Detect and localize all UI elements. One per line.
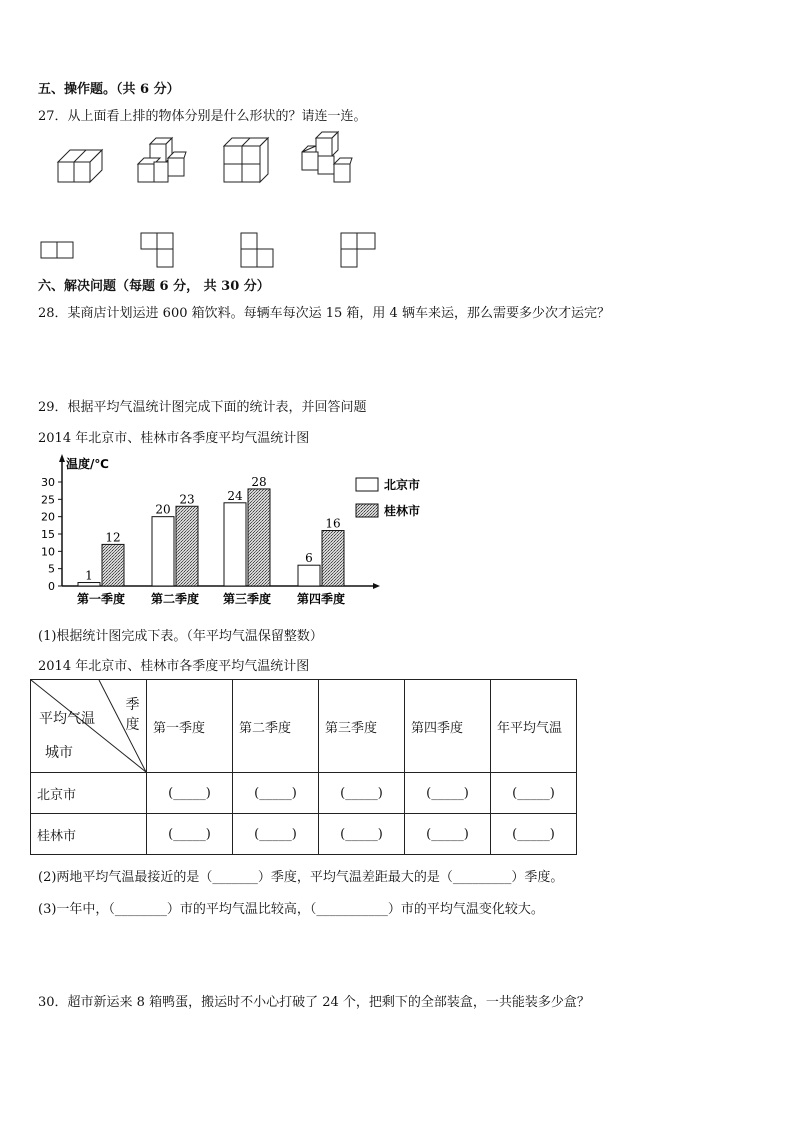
sub-question-3: (3)一年中，（________）市的平均气温比较高，（___________）市的平均气温变化较大。 — [38, 902, 544, 917]
y-tick-label: 30 — [41, 476, 55, 489]
bar-beijing — [78, 583, 100, 586]
table-header-q2: 第二季度 — [233, 680, 319, 773]
bar-guilin — [322, 531, 344, 586]
table-header-q1: 第一季度 — [147, 680, 233, 773]
question-30: 30．超市新运来 8 箱鸭蛋，搬运时不小心打破了 24 个，把剩下的全部装盒，一共能装多少盒？ — [38, 995, 590, 1010]
answer-blank[interactable]: (_____) — [147, 814, 233, 855]
row-label-guilin: 桂林市 — [31, 814, 147, 855]
top-view-1 — [40, 240, 76, 260]
sub-question-1: (1)根据统计图完成下表。（年平均气温保留整数） — [38, 629, 323, 644]
x-tick-label: 第一季度 — [76, 592, 126, 606]
answer-blank[interactable]: (_____) — [147, 773, 233, 814]
legend-swatch — [356, 504, 378, 517]
question-29: 29．根据平均气温统计图完成下面的统计表，并回答问题 — [38, 400, 367, 415]
table-header-q3: 第三季度 — [319, 680, 405, 773]
answer-blank[interactable]: (_____) — [319, 773, 405, 814]
bar-beijing — [224, 503, 246, 586]
y-axis-label: 温度/℃ — [66, 457, 109, 471]
table-header-annual: 年平均气温 — [491, 680, 577, 773]
cube-figure-4 — [300, 130, 354, 184]
x-tick-label: 第三季度 — [222, 592, 272, 606]
legend-swatch — [356, 478, 378, 491]
answer-blank[interactable]: (_____) — [491, 773, 577, 814]
bar-value-label: 28 — [251, 474, 267, 489]
answer-blank[interactable]: (_____) — [405, 773, 491, 814]
top-view-4 — [340, 232, 378, 270]
question-27: 27．从上面看上排的物体分别是什么形状的？请连一连。 — [38, 109, 367, 124]
bar-value-label: 20 — [155, 502, 171, 517]
answer-blank[interactable]: (_____) — [319, 814, 405, 855]
x-axis-arrow — [373, 583, 380, 589]
bar-value-label: 6 — [305, 551, 313, 566]
bar-value-label: 23 — [179, 492, 195, 507]
bar-value-label: 1 — [85, 568, 93, 583]
y-tick-label: 20 — [41, 510, 55, 524]
table-title: 2014 年北京市、桂林市各季度平均气温统计图 — [38, 659, 310, 674]
answer-blank[interactable]: (_____) — [233, 814, 319, 855]
table-row-beijing — [31, 773, 577, 814]
corner-label-quarter: 季度 — [125, 697, 140, 733]
section-six-title: 六、解决问题（每题 6 分， 共 30 分） — [38, 279, 270, 294]
question-28: 28．某商店计划运进 600 箱饮料。每辆车每次运 15 箱，用 4 辆车来运，那么需要多少次才运完？ — [38, 306, 610, 321]
temperature-bar-chart — [28, 448, 448, 610]
bar-guilin — [102, 544, 124, 586]
sub-question-2: (2)两地平均气温最接近的是（_______）季度，平均气温差距最大的是（_________）季度。 — [38, 870, 564, 885]
answer-blank[interactable]: (_____) — [233, 773, 319, 814]
bar-beijing — [152, 517, 174, 586]
table-header-q4: 第四季度 — [405, 680, 491, 773]
temperature-table — [30, 679, 577, 855]
table-row-guilin — [31, 814, 577, 855]
y-tick-label: 0 — [48, 580, 55, 593]
y-tick-label: 5 — [48, 562, 55, 576]
x-tick-label: 第四季度 — [296, 592, 346, 606]
section-five-title: 五、操作题。（共 6 分） — [38, 82, 180, 97]
top-view-2 — [140, 232, 176, 270]
cube-figure-3 — [222, 136, 270, 184]
bar-guilin — [176, 506, 198, 586]
legend-label: 北京市 — [384, 478, 421, 492]
corner-label-city: 城市 — [45, 745, 73, 761]
y-tick-label: 10 — [41, 545, 55, 559]
corner-label-average-temp: 平均气温 — [39, 711, 95, 727]
top-view-3 — [240, 232, 276, 270]
row-label-beijing: 北京市 — [31, 773, 147, 814]
x-tick-label: 第二季度 — [150, 592, 200, 606]
cube-figure-2 — [136, 136, 188, 184]
chart-title: 2014 年北京市、桂林市各季度平均气温统计图 — [38, 431, 310, 446]
answer-blank[interactable]: (_____) — [405, 814, 491, 855]
bar-value-label: 16 — [325, 516, 341, 531]
answer-blank[interactable]: (_____) — [491, 814, 577, 855]
y-axis-arrow — [59, 454, 65, 462]
table-corner-cell — [31, 680, 147, 773]
bar-value-label: 12 — [105, 530, 121, 545]
y-tick-label: 25 — [41, 493, 55, 507]
bar-guilin — [248, 489, 270, 586]
cube-figure-1 — [56, 146, 106, 184]
y-tick-label: 15 — [41, 528, 55, 541]
legend-label: 桂林市 — [384, 504, 421, 518]
bar-beijing — [298, 565, 320, 586]
bar-value-label: 24 — [227, 488, 243, 503]
